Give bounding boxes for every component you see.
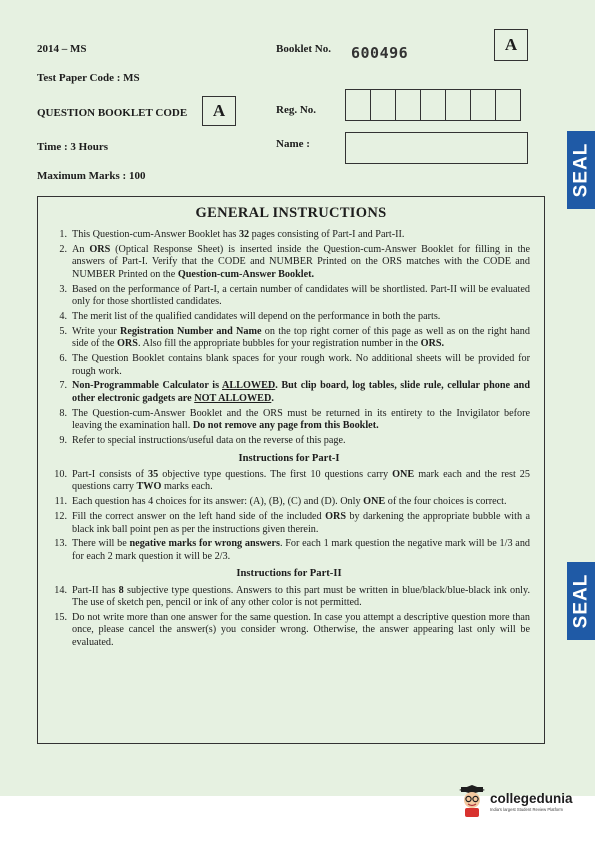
test-paper-code: Test Paper Code : MS <box>37 72 140 84</box>
brand-tagline: India's largest Student Review Platform <box>490 806 563 812</box>
brand-name: collegedunia <box>490 790 573 806</box>
instruction-item <box>48 511 530 536</box>
instruction-item <box>48 435 530 447</box>
instruction-item <box>48 353 530 378</box>
instruction-text-run: Do not write more than one answer for the same question. In case you attempt a descriptive question more than once, please cancel the answer(s) you consider wrong. Otherwise, the answer appearing last only will be evaluated. <box>72 611 530 648</box>
instruction-item <box>48 244 530 281</box>
instruction-number: 3. <box>59 283 67 295</box>
seal-tab-top: SEAL <box>567 131 595 209</box>
instruction-text-run: Fill the correct answer on the left hand side of the included <box>72 511 326 523</box>
instruction-item <box>48 326 530 351</box>
instruction-number: 6. <box>59 353 67 365</box>
instruction-item <box>48 229 530 241</box>
instruction-item <box>48 380 530 405</box>
instruction-number: 14. <box>54 584 67 596</box>
instruction-text-run: Part-I consists of <box>72 468 149 480</box>
instruction-text-run: ALLOWED <box>222 380 276 392</box>
instruction-number: 7. <box>59 380 67 392</box>
instruction-text-run: 35 <box>148 468 159 480</box>
instruction-text-run: Do not remove any page from this Booklet. <box>192 420 379 432</box>
instruction-text-run: Non-Programmable Calculator is <box>72 380 223 392</box>
instruction-text <box>72 326 530 351</box>
instruction-text-run: . For each 1 mark question the negative mark will be 1/3 and for each 2 mark question it will be 2/3. <box>72 538 531 562</box>
corner-code-box: A <box>494 29 528 61</box>
instruction-number: 8. <box>59 407 67 419</box>
instruction-number: 15. <box>54 611 67 623</box>
instruction-number: 2. <box>59 243 67 255</box>
instruction-text-run: on the top right corner of this page as well as on the right hand side of the <box>72 325 530 350</box>
instruction-text-run: . Also fill the appropriate bubbles for your registration number in the <box>137 338 421 350</box>
instruction-text-run: Part-II has <box>72 584 119 596</box>
reg-digit-box[interactable] <box>345 89 371 121</box>
reg-no-label: Reg. No. <box>276 104 317 116</box>
instruction-text-run: ONE <box>392 468 415 480</box>
seal-tab-bottom: SEAL <box>567 562 595 640</box>
general-instructions-box <box>37 196 545 744</box>
part-1-heading: Instructions for Part-I <box>238 452 340 464</box>
instruction-number: 1. <box>59 229 67 240</box>
instruction-text-run: ORS <box>325 511 347 523</box>
instruction-text-run: Question-cum-Answer Booklet. <box>177 268 315 280</box>
instruction-text <box>72 496 530 508</box>
instruction-item <box>48 311 530 323</box>
instruction-text <box>72 469 530 494</box>
collegedunia-watermark <box>458 778 580 824</box>
instruction-text-run: This Question-cum-Answer Booklet has <box>72 229 239 240</box>
booklet-code-label: QUESTION BOOKLET CODE <box>37 107 188 119</box>
name-label: Name : <box>276 138 310 150</box>
instruction-text <box>72 284 530 309</box>
instruction-text-run: by darkening the appropriate bubble with a black ink ball point pen as per the instructions given therein. <box>72 511 530 535</box>
instruction-text <box>72 511 530 536</box>
instruction-number: 10. <box>54 468 67 480</box>
instruction-text <box>72 585 530 610</box>
instruction-text <box>72 435 530 447</box>
instructions-title: GENERAL INSTRUCTIONS <box>195 205 387 221</box>
instruction-text <box>72 353 530 378</box>
instruction-text <box>72 229 530 241</box>
instruction-text <box>72 538 530 563</box>
instruction-text-run: Each question has 4 choices for its answer: (A), (B), (C) and (D). Only <box>72 496 364 508</box>
instruction-number: 13. <box>54 538 67 550</box>
instruction-text-run: NOT ALLOWED <box>194 392 272 404</box>
reg-digit-box[interactable] <box>420 89 446 121</box>
instruction-text-run: subjective type questions. Answers to this part must be written in blue/black/blue-black ink only. The use of sketch pen, pencil or ink of any other color is not permitted. <box>72 584 530 609</box>
instruction-item <box>48 408 530 433</box>
instruction-text-run: The merit list of the qualified candidates will depend on the performance in both the parts. <box>72 310 441 322</box>
instruction-text <box>72 408 530 433</box>
instruction-item <box>48 612 530 649</box>
instruction-item <box>48 284 530 309</box>
instruction-text-run: (Optical Response Sheet) is inserted inside the Question-cum-Answer Booklet for filling in the answers of Part-I. Verify that the CODE and NUMBER Printed on the ORS matches with the CODE and NUMBER Printed on the <box>72 243 531 280</box>
instruction-text-run: ONE <box>363 496 386 508</box>
instruction-item <box>48 585 530 610</box>
instruction-text <box>72 244 530 281</box>
student-mascot-icon <box>458 785 486 817</box>
instruction-item <box>48 538 530 563</box>
instruction-number: 5. <box>59 325 67 337</box>
instruction-text <box>72 380 530 405</box>
instruction-text-run: ORS <box>116 338 138 350</box>
name-field[interactable] <box>345 132 528 164</box>
booklet-no-value: 600496 <box>351 44 409 62</box>
instruction-text-run: Registration Number and Name <box>120 325 262 337</box>
maximum-marks: Maximum Marks : 100 <box>37 170 146 182</box>
instruction-text-run: Write your <box>72 325 120 337</box>
instruction-text-run: ORS <box>89 243 111 255</box>
instruction-text-run: marks each. <box>161 481 213 493</box>
instruction-text-run: objective type questions. The first 10 questions carry <box>158 468 393 480</box>
part-2-heading: Instructions for Part-II <box>236 568 342 580</box>
year-code: 2014 – MS <box>37 43 87 55</box>
booklet-code-box: A <box>202 96 236 126</box>
instruction-text-run: . But clip board, log tables, slide rule, cellular phone and other electronic gadgets are <box>72 380 530 404</box>
instruction-text <box>72 311 530 323</box>
instruction-text-run: The Question-cum-Answer Booklet and the ORS must be returned in its entirety to the Invigilator before leaving the examination hall. <box>72 407 530 432</box>
instruction-text-run: Refer to special instructions/useful data on the reverse of this page. <box>72 435 346 447</box>
reg-digit-box[interactable] <box>445 89 471 121</box>
instruction-number: 9. <box>59 435 67 447</box>
reg-digit-box[interactable] <box>395 89 421 121</box>
instruction-text-run: ORS. <box>420 338 445 350</box>
instruction-text-run: The Question Booklet contains blank spaces for your rough work. No additional sheets will be provided for rough work. <box>72 353 530 377</box>
instruction-item <box>48 469 530 494</box>
instruction-number: 11. <box>54 496 67 508</box>
instruction-item <box>48 496 530 508</box>
instruction-text-run: of the four choices is correct. <box>385 496 507 508</box>
reg-no-boxes[interactable] <box>345 89 520 121</box>
instruction-text-run: pages consisting of Part-I and Part-II. <box>249 229 405 240</box>
reg-digit-box[interactable] <box>370 89 396 121</box>
reg-digit-box[interactable] <box>495 89 521 121</box>
reg-digit-box[interactable] <box>470 89 496 121</box>
instruction-text-run: negative marks for wrong answers <box>129 538 280 550</box>
instruction-text-run: 8 <box>118 584 124 596</box>
instruction-text-run: Based on the performance of Part-I, a certain number of candidates will be shortlisted. Part-II will be evaluated only for those shortlisted candidates. <box>72 283 530 308</box>
booklet-no-label: Booklet No. <box>276 43 331 55</box>
instruction-text-run: mark each and the rest 25 questions carry <box>72 468 530 493</box>
instruction-text-run: There will be <box>72 538 130 550</box>
instruction-number: 12. <box>54 511 67 523</box>
time-allowed: Time : 3 Hours <box>37 141 108 153</box>
instruction-number: 4. <box>59 310 67 322</box>
instruction-text-run: An <box>72 243 90 255</box>
instruction-text-run: . <box>271 392 274 404</box>
instructions-list <box>48 229 530 652</box>
instruction-text <box>72 612 530 649</box>
instruction-text-run: 32 <box>238 229 250 240</box>
instruction-text-run: TWO <box>136 481 162 493</box>
